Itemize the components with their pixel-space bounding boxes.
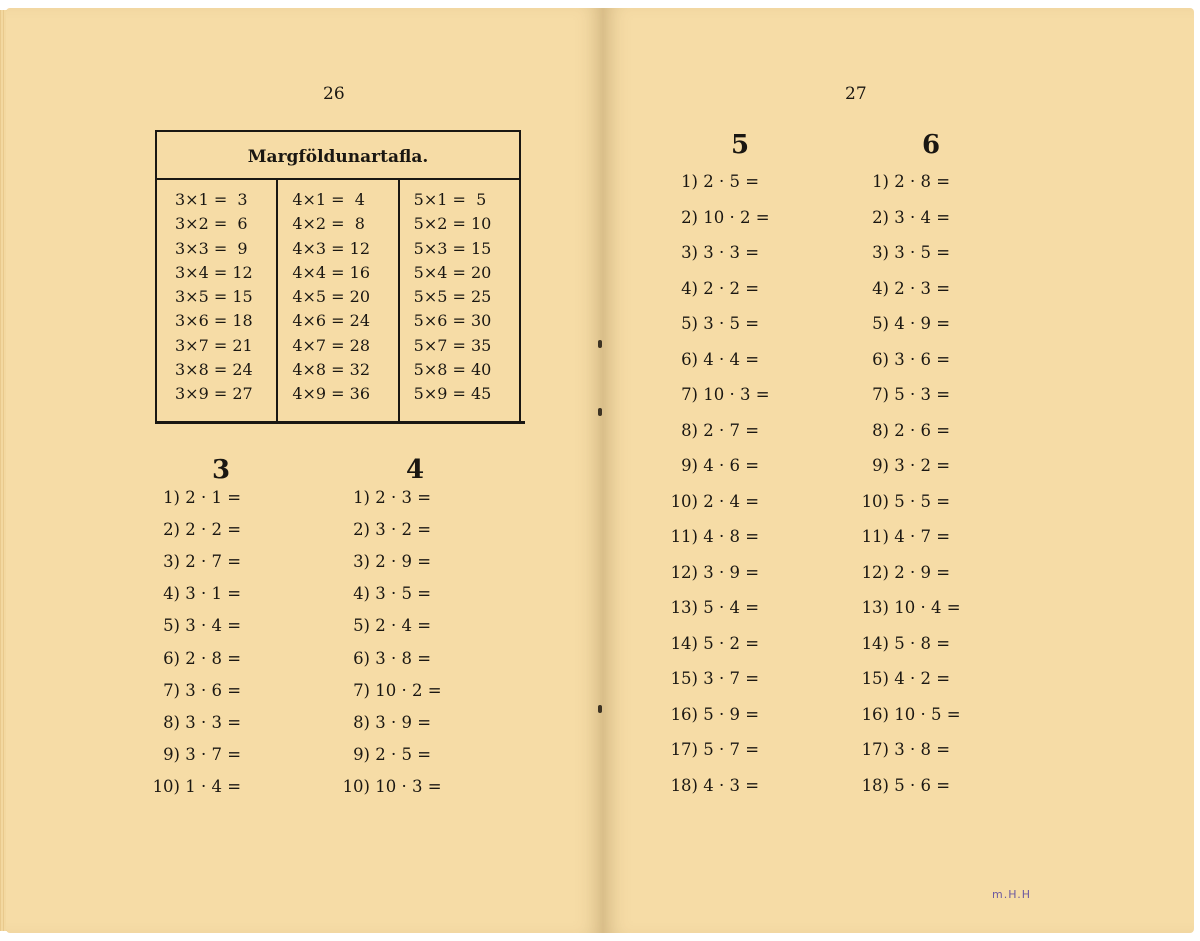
exercise-expression: 5 · 7 = (698, 740, 760, 759)
exercise-heading-6: 6 (922, 130, 941, 160)
exercise-item (664, 172, 759, 191)
table-entry: 5×2 = 10 (413, 214, 492, 234)
exercise-item (340, 488, 431, 507)
exercise-number: 12) (861, 562, 889, 582)
table-entry: 5×4 = 20 (413, 262, 492, 282)
exercise-number: 7) (353, 680, 370, 700)
exercise-expression: 2 · 8 = (889, 172, 951, 191)
exercise-number: 2) (163, 520, 180, 540)
exercise-expression: 3 · 8 = (370, 648, 432, 668)
exercise-item (664, 314, 759, 333)
exercise-expression: 2 · 9 = (889, 562, 951, 582)
exercise-number: 3) (872, 243, 889, 262)
exercise-expression: 2 · 7 = (180, 552, 242, 572)
exercise-expression: 3 · 3 = (180, 712, 242, 732)
exercise-expression: 10 · 5 = (889, 704, 961, 724)
exercise-item (150, 488, 241, 507)
exercise-number: 8) (163, 712, 180, 732)
exercise-number: 9) (163, 744, 180, 764)
table-entry: 3×4 = 12 (175, 262, 253, 282)
exercise-number: 1) (872, 172, 889, 191)
exercise-number: 1) (681, 172, 698, 191)
exercise-item (150, 649, 241, 668)
exercise-expression: 2 · 5 = (370, 744, 432, 764)
exercise-number: 1) (353, 488, 370, 507)
table-column-4 (276, 180, 397, 421)
exercise-item (855, 563, 950, 582)
exercise-expression: 2 · 6 = (889, 420, 951, 440)
exercise-item (664, 456, 759, 475)
table-entry: 4×1 = 4 (292, 190, 365, 209)
exercise-number: 5) (872, 314, 889, 333)
exercise-item (664, 492, 759, 511)
exercise-number: 13) (861, 598, 889, 617)
exercise-item (664, 243, 759, 262)
table-entry: 5×6 = 30 (413, 311, 492, 331)
exercise-expression: 5 · 4 = (698, 598, 760, 617)
exercise-number: 3) (353, 552, 370, 572)
table-entry: 3×8 = 24 (175, 360, 253, 380)
table-title: Margföldunartafla. (157, 132, 519, 180)
exercise-expression: 3 · 9 = (698, 562, 760, 582)
exercise-item (855, 350, 950, 369)
exercise-number: 6) (681, 349, 698, 369)
exercise-expression: 10 · 3 = (370, 776, 442, 796)
exercise-number: 3) (681, 243, 698, 262)
exercise-item (340, 649, 431, 668)
table-entry: 3×6 = 18 (175, 311, 253, 331)
table-entry: 4×4 = 16 (292, 262, 371, 282)
exercise-item (340, 777, 442, 796)
exercise-expression: 5 · 8 = (889, 633, 951, 653)
exercise-number: 6) (163, 648, 180, 668)
exercise-item (340, 713, 431, 732)
exercise-item (150, 520, 241, 539)
exercise-number: 14) (861, 633, 889, 653)
exercise-expression: 2 · 1 = (180, 488, 242, 507)
exercise-expression: 3 · 5 = (698, 314, 760, 333)
exercise-number: 10) (670, 491, 698, 511)
page-number-left: 26 (323, 84, 345, 104)
exercise-number: 13) (670, 598, 698, 617)
exercise-number: 17) (861, 740, 889, 759)
exercise-number: 4) (681, 278, 698, 298)
table-column-3 (157, 180, 276, 421)
exercise-expression: 4 · 6 = (698, 456, 760, 475)
exercise-expression: 2 · 5 = (698, 172, 760, 191)
exercise-expression: 10 · 3 = (698, 385, 770, 404)
table-entry: 5×7 = 35 (413, 335, 492, 355)
exercise-item (855, 492, 950, 511)
exercise-expression: 3 · 5 = (370, 584, 432, 604)
exercise-number: 6) (872, 349, 889, 369)
exercise-item (150, 616, 241, 635)
exercise-number: 8) (872, 420, 889, 440)
table-entry: 5×9 = 45 (413, 384, 492, 404)
exercise-expression: 2 · 7 = (698, 420, 760, 440)
exercise-expression: 10 · 4 = (889, 598, 961, 617)
exercise-item (855, 527, 950, 546)
exercise-number: 11) (861, 527, 889, 546)
exercise-number: 2) (681, 207, 698, 227)
table-entry: 5×5 = 25 (413, 287, 492, 307)
exercise-expression: 10 · 2 = (698, 207, 770, 227)
exercise-expression: 4 · 4 = (698, 349, 760, 369)
exercise-expression: 4 · 9 = (889, 314, 951, 333)
table-entry: 5×8 = 40 (413, 360, 492, 380)
exercise-expression: 4 · 7 = (889, 527, 951, 546)
exercise-item (855, 421, 950, 440)
exercise-expression: 3 · 4 = (889, 207, 951, 227)
table-entry: 3×9 = 27 (175, 384, 253, 404)
exercise-number: 16) (861, 704, 889, 724)
exercise-item (340, 681, 442, 700)
table-entry: 3×1 = 3 (175, 190, 248, 209)
exercise-expression: 2 · 8 = (180, 648, 242, 668)
exercise-item (150, 681, 241, 700)
exercise-expression: 5 · 9 = (698, 704, 760, 724)
exercise-number: 10) (342, 776, 370, 796)
exercise-expression: 3 · 2 = (889, 456, 951, 475)
exercise-number: 14) (670, 633, 698, 653)
exercise-expression: 2 · 2 = (180, 520, 242, 540)
exercise-expression: 4 · 2 = (889, 669, 951, 688)
table-entry: 4×7 = 28 (292, 335, 371, 355)
staple-mark (598, 408, 602, 416)
exercise-item (855, 669, 950, 688)
exercise-number: 5) (163, 616, 180, 636)
exercise-expression: 3 · 4 = (180, 616, 242, 636)
exercise-number: 10) (152, 776, 180, 796)
exercise-item (150, 745, 241, 764)
table-entry: 5×1 = 5 (413, 190, 487, 209)
exercise-item (664, 421, 759, 440)
exercise-item (855, 385, 950, 404)
exercise-expression: 10 · 2 = (370, 680, 442, 700)
table-entry: 3×3 = 9 (175, 238, 248, 258)
exercise-item (855, 208, 950, 227)
exercise-number: 17) (670, 740, 698, 759)
table-entry: 5×3 = 15 (413, 238, 492, 258)
page-number-right: 27 (845, 84, 867, 104)
exercise-item (664, 208, 770, 227)
exercise-expression: 2 · 4 = (370, 616, 432, 636)
exercise-number: 3) (163, 552, 180, 572)
table-entry: 4×8 = 32 (292, 360, 371, 380)
exercise-expression: 3 · 1 = (180, 584, 242, 604)
exercise-number: 2) (353, 520, 370, 540)
exercise-item (340, 745, 431, 764)
exercise-expression: 3 · 5 = (889, 243, 951, 262)
exercise-expression: 5 · 2 = (698, 633, 760, 653)
exercise-number: 16) (670, 704, 698, 724)
exercise-item (664, 527, 759, 546)
exercise-item (150, 777, 241, 796)
exercise-number: 15) (861, 669, 889, 688)
exercise-heading-3: 3 (212, 455, 231, 485)
exercise-number: 10) (861, 491, 889, 511)
exercise-expression: 4 · 8 = (698, 527, 760, 546)
exercise-number: 4) (353, 584, 370, 604)
exercise-heading-5: 5 (731, 130, 750, 160)
exercise-item (150, 584, 241, 603)
exercise-expression: 2 · 2 = (698, 278, 760, 298)
exercise-expression: 3 · 3 = (698, 243, 760, 262)
exercise-expression: 4 · 3 = (698, 775, 760, 795)
exercise-number: 7) (163, 680, 180, 700)
exercise-expression: 3 · 9 = (370, 712, 432, 732)
exercise-item (664, 669, 759, 688)
exercise-number: 12) (670, 562, 698, 582)
exercise-number: 18) (670, 775, 698, 795)
exercise-item (855, 705, 961, 724)
exercise-item (855, 279, 950, 298)
exercise-expression: 5 · 3 = (889, 385, 951, 404)
table-entry: 3×5 = 15 (175, 287, 253, 307)
ink-stamp: m.H.H (992, 888, 1032, 901)
table-column-5 (398, 180, 519, 421)
exercise-number: 4) (163, 584, 180, 604)
exercise-expression: 3 · 8 = (889, 740, 951, 759)
exercise-expression: 3 · 7 = (698, 669, 760, 688)
exercise-item (664, 279, 759, 298)
table-entry: 4×6 = 24 (292, 311, 371, 331)
exercise-item (150, 713, 241, 732)
exercise-item (664, 705, 759, 724)
exercise-number: 4) (872, 278, 889, 298)
exercise-expression: 3 · 6 = (180, 680, 242, 700)
exercise-number: 9) (681, 456, 698, 475)
table-columns (157, 180, 519, 421)
exercise-heading-4: 4 (406, 455, 425, 485)
table-entry: 4×3 = 12 (292, 238, 371, 258)
exercise-number: 7) (681, 385, 698, 404)
exercise-item (664, 598, 759, 617)
exercise-item (664, 740, 759, 759)
exercise-expression: 2 · 9 = (370, 552, 432, 572)
exercise-number: 8) (353, 712, 370, 732)
exercise-number: 9) (872, 456, 889, 475)
exercise-item (664, 385, 770, 404)
exercise-item (664, 350, 759, 369)
table-entry: 4×9 = 36 (292, 384, 371, 404)
exercise-item (664, 634, 759, 653)
table-entry: 3×2 = 6 (175, 214, 248, 234)
exercise-number: 15) (670, 669, 698, 688)
exercise-item (855, 740, 950, 759)
exercise-number: 1) (163, 488, 180, 507)
exercise-number: 18) (861, 775, 889, 795)
exercise-item (855, 243, 950, 262)
exercise-item (664, 563, 759, 582)
exercise-item (855, 634, 950, 653)
exercise-item (150, 552, 241, 571)
exercise-number: 8) (681, 420, 698, 440)
exercise-expression: 3 · 7 = (180, 744, 242, 764)
exercise-item (340, 584, 431, 603)
exercise-number: 11) (670, 527, 698, 546)
exercise-number: 5) (353, 616, 370, 636)
staple-mark (598, 705, 602, 713)
exercise-item (340, 616, 431, 635)
table-entry: 4×5 = 20 (292, 287, 371, 307)
exercise-item (855, 776, 950, 795)
exercise-number: 5) (681, 314, 698, 333)
table-bottom-rule (155, 421, 525, 424)
exercise-item (340, 520, 431, 539)
exercise-expression: 3 · 2 = (370, 520, 432, 540)
exercise-item (855, 598, 961, 617)
exercise-number: 7) (872, 385, 889, 404)
exercise-item (855, 456, 950, 475)
exercise-number: 9) (353, 744, 370, 764)
exercise-item (340, 552, 431, 571)
exercise-item (664, 776, 759, 795)
exercise-number: 2) (872, 207, 889, 227)
staple-mark (598, 340, 602, 348)
exercise-item (855, 172, 950, 191)
multiplication-table (155, 130, 521, 421)
exercise-expression: 5 · 5 = (889, 491, 951, 511)
table-entry: 4×2 = 8 (292, 214, 365, 234)
exercise-expression: 3 · 6 = (889, 349, 951, 369)
exercise-expression: 2 · 4 = (698, 491, 760, 511)
exercise-expression: 1 · 4 = (180, 776, 242, 796)
exercise-expression: 2 · 3 = (370, 488, 432, 507)
table-entry: 3×7 = 21 (175, 335, 253, 355)
exercise-item (855, 314, 950, 333)
exercise-expression: 5 · 6 = (889, 775, 951, 795)
exercise-expression: 2 · 3 = (889, 278, 951, 298)
exercise-number: 6) (353, 648, 370, 668)
